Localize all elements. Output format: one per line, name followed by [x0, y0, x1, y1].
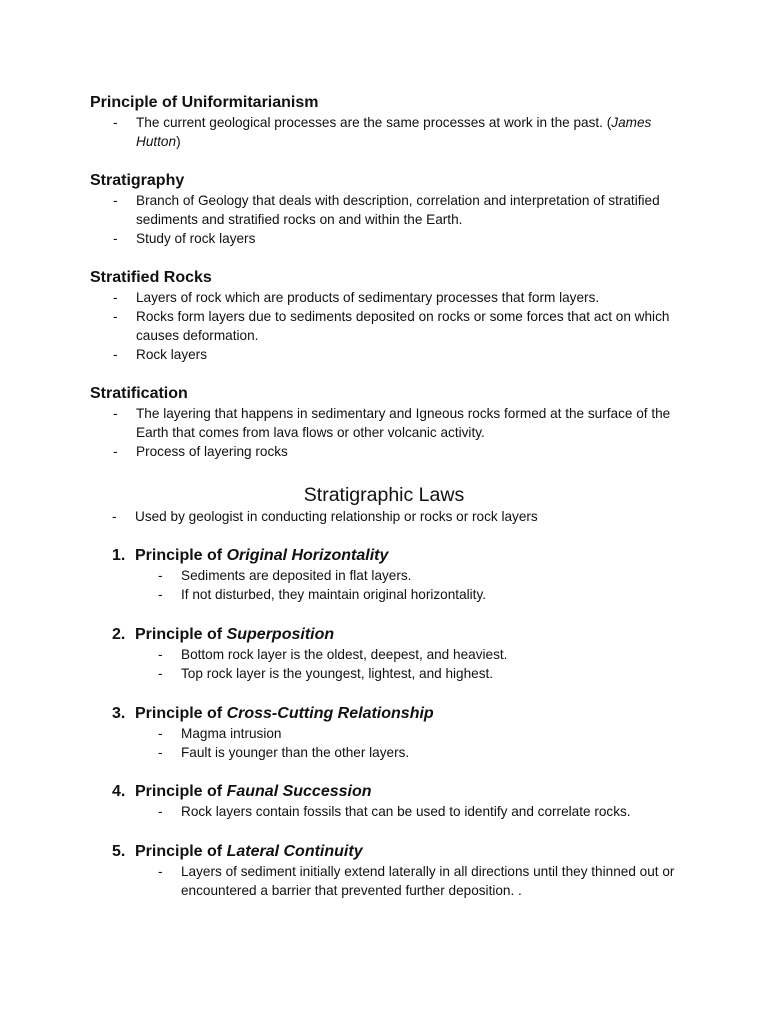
list-item: - Layers of rock which are products of sedimentary processes that form layers. — [90, 289, 690, 308]
list-item: - Branch of Geology that deals with description, correlation and interpretation of stratified sediments and stratified rocks on and within the Earth. — [90, 192, 690, 230]
law-title — [112, 782, 682, 802]
law-number: 3. — [112, 705, 126, 722]
law-superposition — [112, 625, 682, 684]
law-name: Superposition — [226, 626, 335, 643]
law-prefix: Principle of — [135, 705, 227, 722]
section-title: Stratigraphy — [90, 172, 185, 189]
law-prefix: Principle of — [135, 626, 227, 643]
list-item: - Rock layers — [90, 346, 690, 365]
law-title — [112, 625, 682, 645]
law-prefix: Principle of — [135, 783, 227, 800]
list-item: - The layering that happens in sedimentary and Igneous rocks formed at the surface of the Earth that comes from lava flows or other volcanic activity. — [90, 405, 690, 443]
law-name: Faunal Succession — [226, 783, 372, 800]
law-number: 5. — [112, 843, 126, 860]
list-item: - Bottom rock layer is the oldest, deepest, and heaviest. — [112, 646, 682, 665]
laws-intro — [135, 508, 695, 527]
law-name: Lateral Continuity — [226, 843, 363, 860]
bullet-list — [90, 114, 690, 152]
bullet-list — [112, 803, 682, 822]
law-name: Original Horizontality — [226, 547, 389, 564]
list-item: - Sediments are deposited in flat layers. — [112, 567, 682, 586]
bullet-list — [90, 192, 690, 249]
section-title: Principle of Uniformitarianism — [90, 94, 319, 111]
bullet-list — [112, 567, 682, 605]
list-item: - If not disturbed, they maintain original horizontality. — [112, 586, 682, 605]
bullet-list — [112, 863, 682, 901]
section-stratified-rocks — [90, 268, 690, 365]
law-title — [112, 704, 682, 724]
list-item: - Rocks form layers due to sediments deposited on rocks or some forces that act on which causes deformation. — [90, 308, 690, 346]
law-lateral-continuity — [112, 842, 682, 901]
list-item: - Used by geologist in conducting relationship or rocks or rock layers — [89, 508, 695, 527]
bullet-list — [112, 646, 682, 684]
law-title — [112, 546, 682, 566]
law-number: 2. — [112, 626, 126, 643]
bullet-list — [89, 508, 695, 527]
list-item — [90, 114, 690, 152]
section-stratification — [90, 384, 690, 462]
list-item: - Study of rock layers — [90, 230, 690, 249]
section-uniformitarianism — [90, 93, 690, 152]
list-item: - Magma intrusion — [112, 725, 682, 744]
laws-heading: Stratigraphic Laws — [303, 484, 465, 506]
law-prefix: Principle of — [135, 547, 227, 564]
bullet-list — [90, 289, 690, 365]
law-number: 4. — [112, 783, 126, 800]
list-item: - Process of layering rocks — [90, 443, 690, 462]
law-faunal-succession — [112, 782, 682, 822]
law-title — [112, 842, 682, 862]
section-title: Stratified Rocks — [90, 269, 212, 286]
section-stratigraphy — [90, 171, 690, 249]
law-number: 1. — [112, 547, 126, 564]
list-item: - Layers of sediment initially extend laterally in all directions until they thinned out or encountered a barrier that prevented further deposition. . — [112, 863, 682, 901]
bullet-list — [112, 725, 682, 763]
law-cross-cutting-relationship — [112, 704, 682, 763]
bullet-italic-text: James Hutton — [136, 115, 652, 149]
law-name: Cross-Cutting Relationship — [226, 705, 434, 722]
bullet-text-tail: ) — [176, 133, 181, 149]
list-item: - Top rock layer is the youngest, lightest, and highest. — [112, 665, 682, 684]
section-title: Stratification — [90, 385, 188, 402]
list-item: - Fault is younger than the other layers. — [112, 744, 682, 763]
law-prefix: Principle of — [135, 843, 227, 860]
list-item: - Rock layers contain fossils that can be used to identify and correlate rocks. — [112, 803, 682, 822]
bullet-list — [90, 405, 690, 462]
bullet-text: The current geological processes are the same processes at work in the past. ( — [136, 115, 612, 130]
law-original-horizontality — [112, 546, 682, 605]
